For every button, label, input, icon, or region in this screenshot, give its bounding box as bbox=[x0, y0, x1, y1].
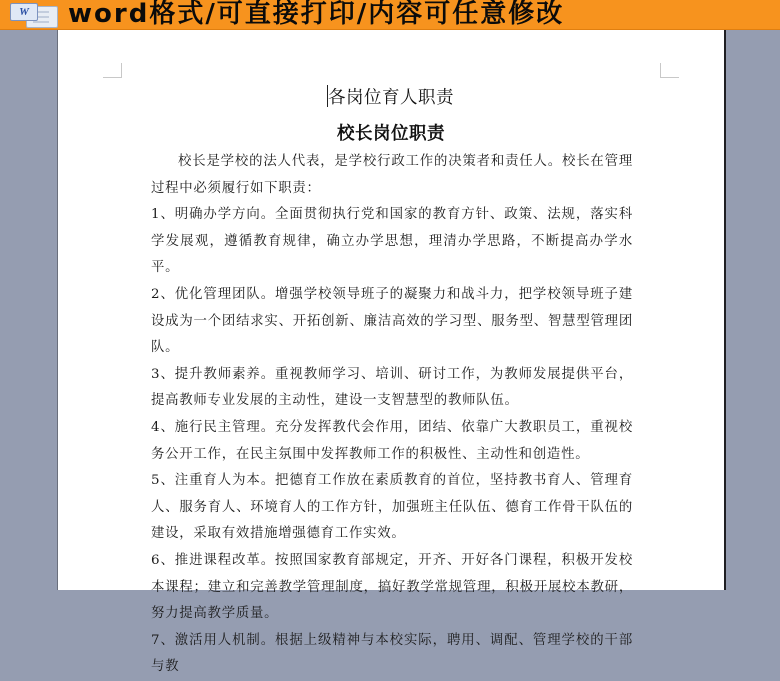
duty-item-2: 2、优化管理团队。增强学校领导班子的凝聚力和战斗力，把学校领导班子建设成为一个团结求实、开拓创新、廉洁高效的学习型、服务型、智慧型管理团队。 bbox=[151, 286, 633, 356]
word-badge: W bbox=[10, 3, 38, 21]
section-heading: 校长岗位职责 bbox=[337, 124, 445, 144]
intro-paragraph: 校长是学校的法人代表，是学校行政工作的决策者和责任人。校长在管理过程中必须履行如下职责： bbox=[151, 154, 633, 196]
promo-banner bbox=[0, 0, 780, 30]
document-title: 各岗位育人职责 bbox=[328, 88, 454, 108]
duty-item-5: 5、注重育人为本。把德育工作放在素质教育的首位，坚持教书育人、管理育人、服务育人、环境育人的工作方针，加强班主任队伍、德育工作骨干队伍的建设，采取有效措施增强德育工作实效。 bbox=[151, 473, 633, 542]
duty-item-4: 4、施行民主管理。充分发挥教代会作用，团结、依靠广大教职员工，重视校务公开工作，在民主氛围中发挥教师工作的积极性、主动性和创造性。 bbox=[151, 419, 633, 462]
duty-item-1: 1、明确办学方向。全面贯彻执行党和国家的教育方针、政策、法规，落实科学发展观，遵循教育规律，确立办学思想，理清办学思路，不断提高办学水平。 bbox=[151, 207, 633, 276]
duty-item-7: 7、激活用人机制。根据上级精神与本校实际，聘用、调配、管理学校的干部与教 bbox=[151, 632, 633, 675]
document-body bbox=[151, 149, 633, 681]
banner-text: word格式/可直接打印/内容可任意修改 bbox=[68, 0, 565, 29]
duty-item-3: 3、提升教师素养。重视教师学习、培训、研讨工作，为教师发展提供平台，提高教师专业发展的主动性，建设一支智慧型的教师队伍。 bbox=[151, 366, 633, 409]
margin-corner-mark-top-left bbox=[103, 63, 122, 78]
document-page[interactable] bbox=[57, 30, 726, 675]
word-document-icon bbox=[8, 1, 58, 28]
margin-corner-mark-top-right bbox=[660, 63, 679, 78]
duty-item-6: 6、推进课程改革。按照国家教育部规定，开齐、开好各门课程，积极开发校本课程；建立和完善教学管理制度，搞好教学常规管理，积极开展校本教研，努力提高教学质量。 bbox=[151, 552, 633, 622]
